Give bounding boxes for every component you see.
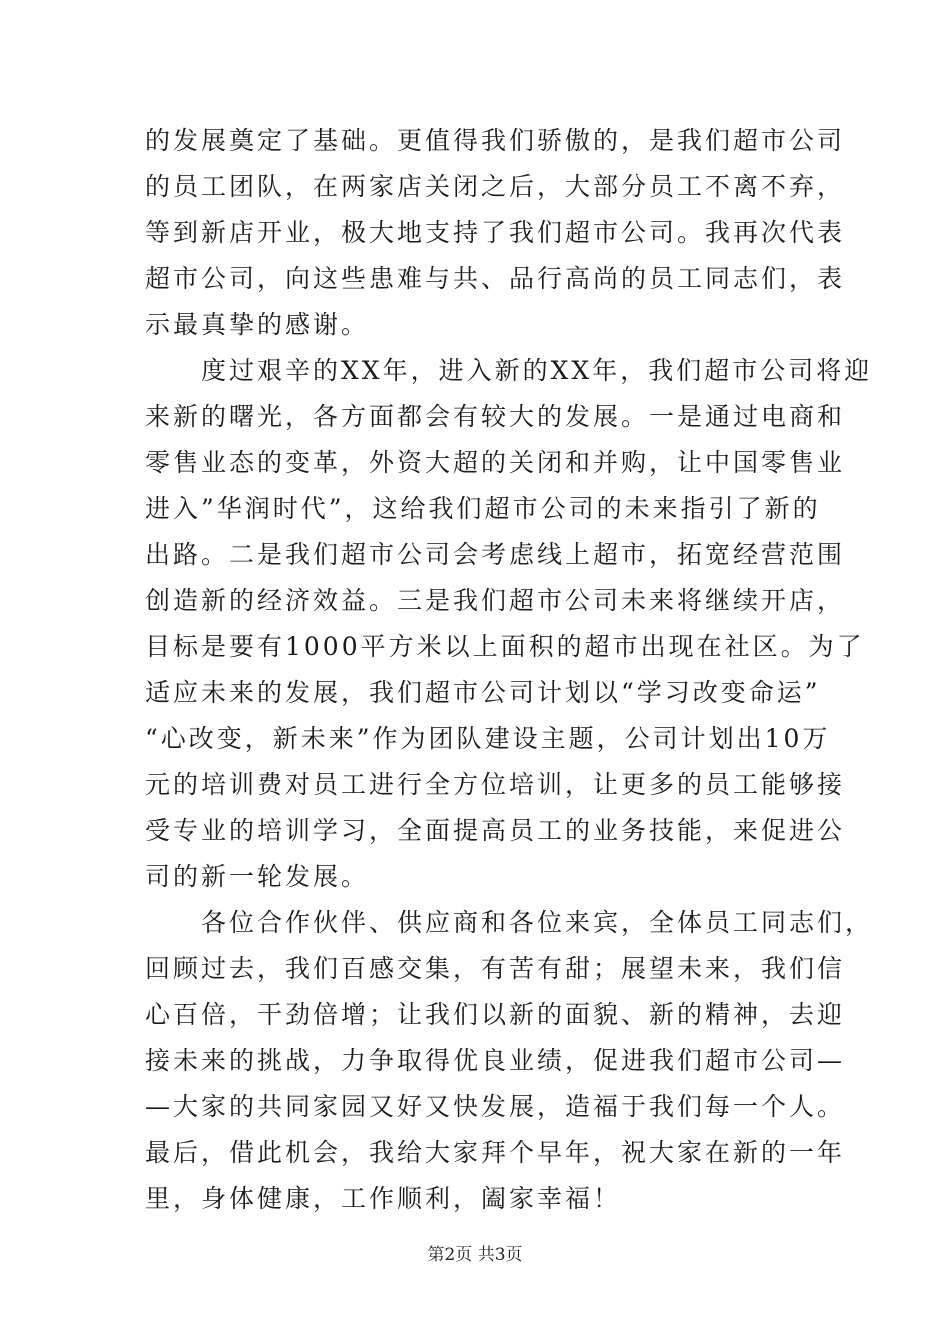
text-line: 回顾过去，我们百感交集，有苦有甜；展望未来，我们信	[145, 954, 846, 983]
text-line: 的员工团队，在两家店关闭之后，大部分员工不离不弃，	[145, 172, 846, 201]
document-body	[145, 118, 874, 1222]
text-line: 里，身体健康，工作顺利，阖家幸福！	[145, 1184, 622, 1213]
text-line: 元的培训费对员工进行全方位培训，让更多的员工能够接	[145, 770, 846, 799]
text-line: —大家的共同家园又好又快发展，造福于我们每一个人。	[145, 1092, 846, 1121]
text-line: 最后，借此机会，我给大家拜个早年，祝大家在新的一年	[145, 1138, 846, 1167]
text-line: 零售业态的变革，外资大超的关闭和并购，让中国零售业	[145, 448, 846, 477]
text-line: 超市公司，向这些患难与共、品行高尚的员工同志们，表	[145, 264, 846, 293]
text-line: 出路。二是我们超市公司会考虑线上超市，拓宽经营范围	[145, 540, 846, 569]
text-line: 适应未来的发展，我们超市公司计划以“学习改变命运”	[145, 678, 821, 707]
text-line: 司的新一轮发展。	[145, 862, 370, 891]
page-footer: 第2页 共3页	[427, 1245, 523, 1265]
text-line: 度过艰辛的XX年，进入新的XX年，我们超市公司将迎	[145, 356, 873, 385]
text-line: 进入”华润时代”，这给我们超市公司的未来指引了新的	[145, 494, 821, 523]
text-line: 目标是要有1000平方米以上面积的超市出现在社区。为了	[145, 632, 865, 661]
text-line: 示最真挚的感谢。	[145, 310, 370, 339]
text-line: 等到新店开业，极大地支持了我们超市公司。我再次代表	[145, 218, 846, 247]
text-line: 各位合作伙伴、供应商和各位来宾，全体员工同志们，	[145, 908, 874, 937]
text-line: 创造新的经济效益。三是我们超市公司未来将继续开店，	[145, 586, 846, 615]
text-line: 来新的曙光，各方面都会有较大的发展。一是通过电商和	[145, 402, 846, 431]
text-line: 的发展奠定了基础。更值得我们骄傲的，是我们超市公司	[145, 126, 846, 155]
text-line: “心改变，新未来”作为团队建设主题，公司计划出10万	[145, 724, 831, 753]
text-line: 心百倍，干劲倍增；让我们以新的面貌、新的精神，去迎	[145, 1000, 846, 1029]
text-line: 接未来的挑战，力争取得优良业绩，促进我们超市公司—	[145, 1046, 846, 1075]
text-line: 受专业的培训学习，全面提高员工的业务技能，来促进公	[145, 816, 846, 845]
